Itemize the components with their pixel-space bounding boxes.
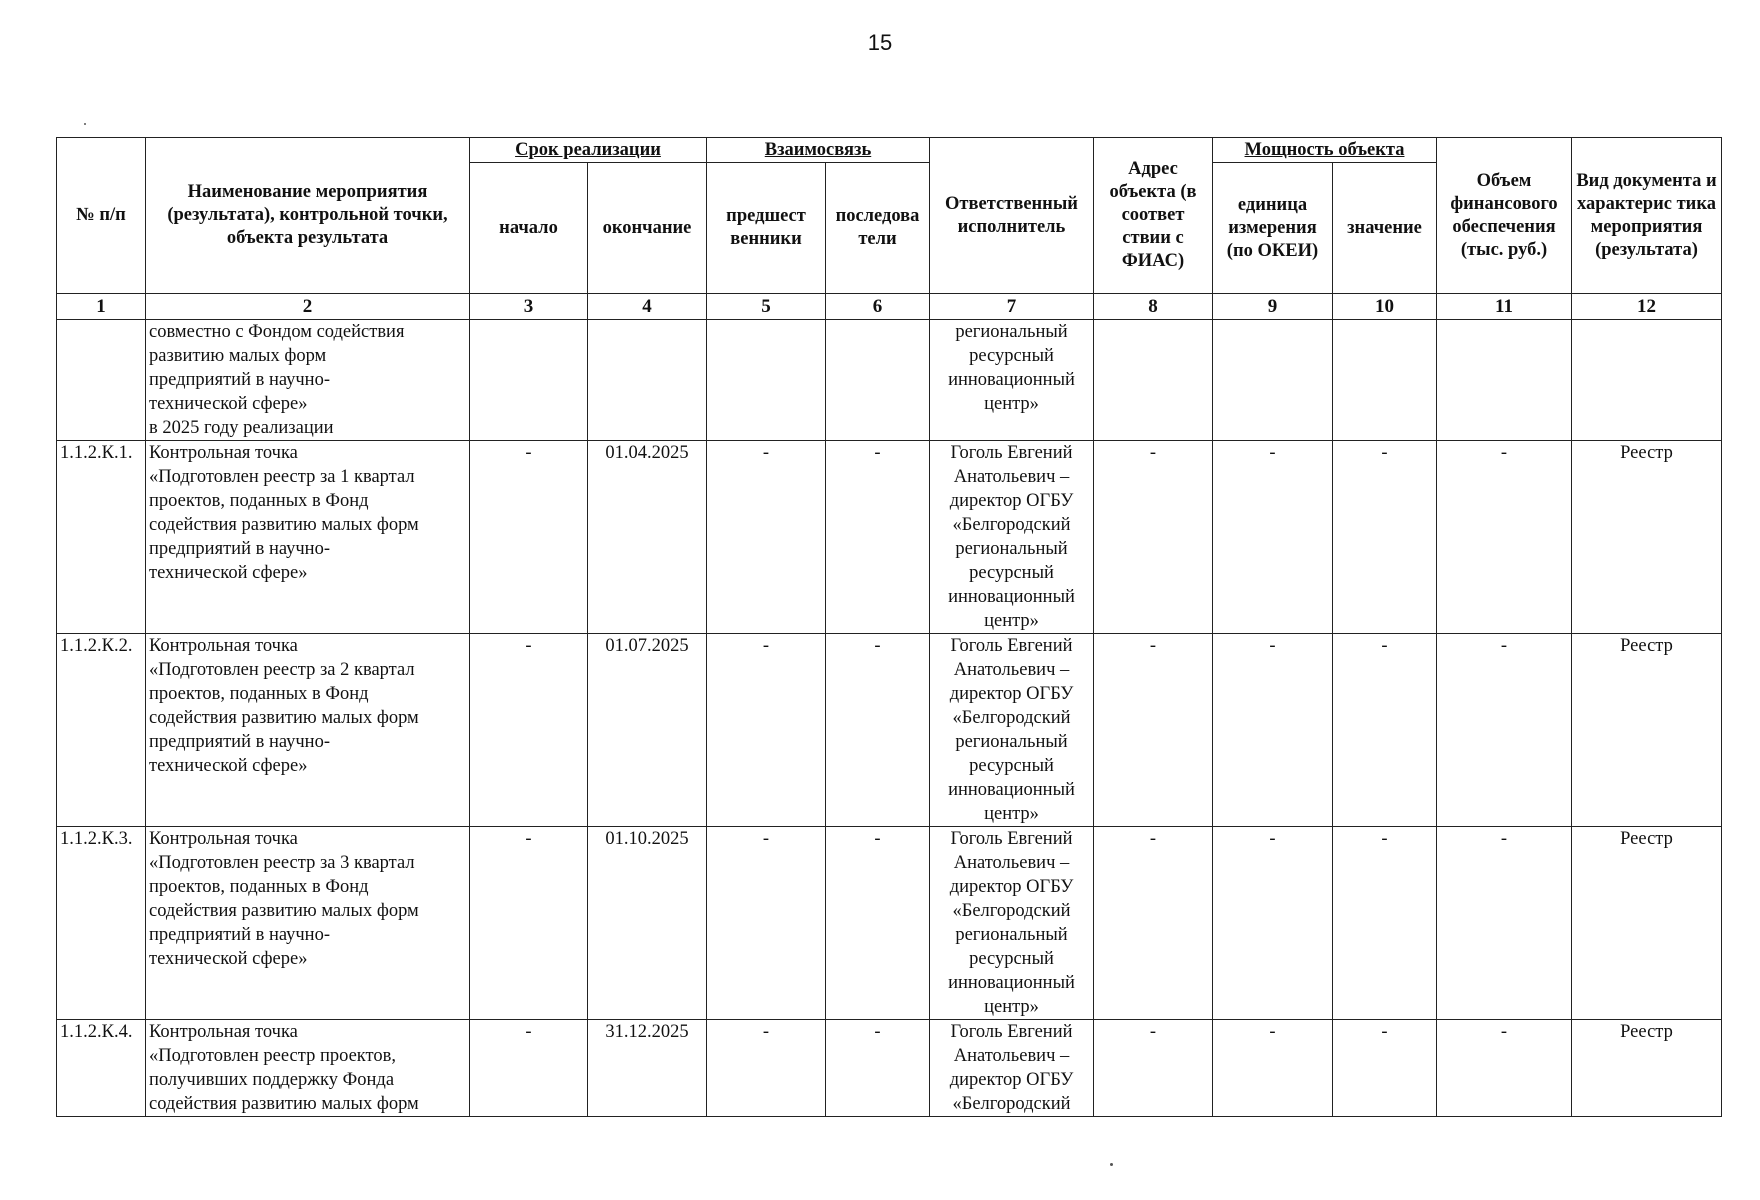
cell-finance: -	[1437, 634, 1572, 827]
cell-name: Контрольная точка «Подготовлен реестр проектов, получивших поддержку Фонда содействия развитию малых форм	[146, 1020, 470, 1117]
cell-num: 1.1.2.К.1.	[57, 441, 146, 634]
cell-end: 01.07.2025	[588, 634, 707, 827]
header-term-group: Срок реализации	[470, 138, 707, 163]
cell-num: 1.1.2.К.2.	[57, 634, 146, 827]
cell-next: -	[826, 827, 930, 1020]
header-unit: единица измерения (по ОКЕИ)	[1213, 163, 1333, 294]
cell-prev: -	[707, 827, 826, 1020]
cell-end: 31.12.2025	[588, 1020, 707, 1117]
header-name: Наименование мероприятия (результата), контрольной точки, объекта результата	[146, 138, 470, 294]
cell-prev: -	[707, 634, 826, 827]
implementation-plan-table	[56, 137, 1722, 1117]
cell-start: -	[470, 634, 588, 827]
cell-end: 01.04.2025	[588, 441, 707, 634]
cell-name: совместно с Фондом содействия развитию малых форм предприятий в научно- технической сфере» в 2025 году реализации	[146, 320, 470, 441]
cell-next: -	[826, 1020, 930, 1117]
cell-value	[1333, 320, 1437, 441]
cell-value: -	[1333, 1020, 1437, 1117]
cell-next	[826, 320, 930, 441]
cell-value: -	[1333, 441, 1437, 634]
column-number: 12	[1572, 294, 1722, 320]
header-term-start: начало	[470, 163, 588, 294]
cell-name: Контрольная точка «Подготовлен реестр за 2 квартал проектов, поданных в Фонд содействия развитию малых форм предприятий в научно- технической сфере»	[146, 634, 470, 827]
header-doc: Вид документа и характерис тика мероприятия (результата)	[1572, 138, 1722, 294]
column-number: 8	[1094, 294, 1213, 320]
cell-num: 1.1.2.К.4.	[57, 1020, 146, 1117]
cell-address: -	[1094, 634, 1213, 827]
header-row-top	[57, 138, 1722, 163]
cell-finance: -	[1437, 441, 1572, 634]
header-finance: Объем финансового обеспечения (тыс. руб.)	[1437, 138, 1572, 294]
cell-end	[588, 320, 707, 441]
cell-unit: -	[1213, 441, 1333, 634]
column-number: 4	[588, 294, 707, 320]
column-number: 2	[146, 294, 470, 320]
cell-executor: Гоголь Евгений Анатольевич – директор ОГБУ «Белгородский региональный ресурсный инновационный центр»	[930, 827, 1094, 1020]
table-row	[57, 634, 1722, 827]
header-link-next: последова тели	[826, 163, 930, 294]
header-link-group: Взаимосвязь	[707, 138, 930, 163]
table-row	[57, 827, 1722, 1020]
page-number: 15	[867, 30, 893, 55]
cell-unit: -	[1213, 827, 1333, 1020]
column-number: 1	[57, 294, 146, 320]
header-address: Адрес объекта (в соответ ствии с ФИАС)	[1094, 138, 1213, 294]
cell-finance: -	[1437, 1020, 1572, 1117]
cell-finance: -	[1437, 827, 1572, 1020]
scan-speck	[84, 123, 86, 125]
header-value: значение	[1333, 163, 1437, 294]
table-row	[57, 441, 1722, 634]
column-number: 3	[470, 294, 588, 320]
cell-start	[470, 320, 588, 441]
cell-address: -	[1094, 827, 1213, 1020]
cell-start: -	[470, 1020, 588, 1117]
header-link-prev: предшест венники	[707, 163, 826, 294]
cell-value: -	[1333, 634, 1437, 827]
cell-doc: Реестр	[1572, 827, 1722, 1020]
cell-executor: Гоголь Евгений Анатольевич – директор ОГБУ «Белгородский региональный ресурсный инновационный центр»	[930, 441, 1094, 634]
cell-num	[57, 320, 146, 441]
cell-start: -	[470, 827, 588, 1020]
table-row	[57, 1020, 1722, 1117]
cell-unit: -	[1213, 1020, 1333, 1117]
column-number: 11	[1437, 294, 1572, 320]
cell-doc: Реестр	[1572, 1020, 1722, 1117]
cell-num: 1.1.2.К.3.	[57, 827, 146, 1020]
cell-next: -	[826, 441, 930, 634]
cell-next: -	[826, 634, 930, 827]
header-num: № п/п	[57, 138, 146, 294]
column-number: 10	[1333, 294, 1437, 320]
cell-finance	[1437, 320, 1572, 441]
cell-prev: -	[707, 1020, 826, 1117]
header-term-end: окончание	[588, 163, 707, 294]
column-number-row	[57, 294, 1722, 320]
cell-address	[1094, 320, 1213, 441]
column-number: 9	[1213, 294, 1333, 320]
cell-executor: Гоголь Евгений Анатольевич – директор ОГБУ «Белгородский	[930, 1020, 1094, 1117]
cell-executor: региональный ресурсный инновационный центр»	[930, 320, 1094, 441]
column-number: 7	[930, 294, 1094, 320]
column-number: 6	[826, 294, 930, 320]
continuation-row	[57, 320, 1722, 441]
cell-name: Контрольная точка «Подготовлен реестр за 1 квартал проектов, поданных в Фонд содействия развитию малых форм предприятий в научно- технической сфере»	[146, 441, 470, 634]
cell-doc: Реестр	[1572, 634, 1722, 827]
cell-prev: -	[707, 441, 826, 634]
header-executor: Ответственный исполнитель	[930, 138, 1094, 294]
scan-speck	[1110, 1163, 1113, 1166]
cell-end: 01.10.2025	[588, 827, 707, 1020]
cell-start: -	[470, 441, 588, 634]
cell-address: -	[1094, 1020, 1213, 1117]
cell-unit: -	[1213, 634, 1333, 827]
cell-unit	[1213, 320, 1333, 441]
cell-doc: Реестр	[1572, 441, 1722, 634]
cell-prev	[707, 320, 826, 441]
cell-doc	[1572, 320, 1722, 441]
cell-name: Контрольная точка «Подготовлен реестр за 3 квартал проектов, поданных в Фонд содействия развитию малых форм предприятий в научно- технической сфере»	[146, 827, 470, 1020]
header-capacity-group: Мощность объекта	[1213, 138, 1437, 163]
column-number: 5	[707, 294, 826, 320]
cell-address: -	[1094, 441, 1213, 634]
cell-value: -	[1333, 827, 1437, 1020]
cell-executor: Гоголь Евгений Анатольевич – директор ОГБУ «Белгородский региональный ресурсный инновационный центр»	[930, 634, 1094, 827]
